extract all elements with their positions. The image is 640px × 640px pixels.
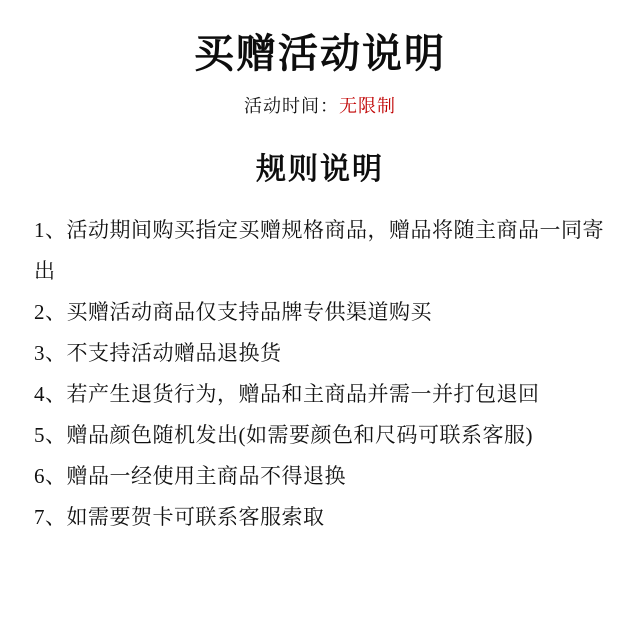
activity-time-line — [28, 92, 612, 118]
page-title: 买赠活动说明 — [194, 31, 446, 76]
rule-item: 5、赠品颜色随机发出(如需要颜色和尺码可联系客服) — [34, 422, 533, 447]
rules-list — [28, 210, 612, 538]
rule-item: 6、赠品一经使用主商品不得退换 — [34, 463, 346, 488]
rule-item: 4、若产生退货行为，赠品和主商品并需一并打包退回 — [34, 381, 540, 406]
rule-item: 3、不支持活动赠品退换货 — [34, 340, 282, 365]
activity-time-value: 无限制 — [339, 96, 396, 116]
rule-item: 2、买赠活动商品仅支持品牌专供渠道购买 — [34, 299, 432, 324]
rule-item: 1、活动期间购买指定买赠规格商品，赠品将随主商品一同寄出 — [34, 218, 604, 283]
rules-heading: 规则说明 — [256, 153, 384, 186]
rule-item: 7、如需要贺卡可联系客服索取 — [34, 504, 325, 529]
activity-time-label: 活动时间： — [244, 96, 339, 116]
